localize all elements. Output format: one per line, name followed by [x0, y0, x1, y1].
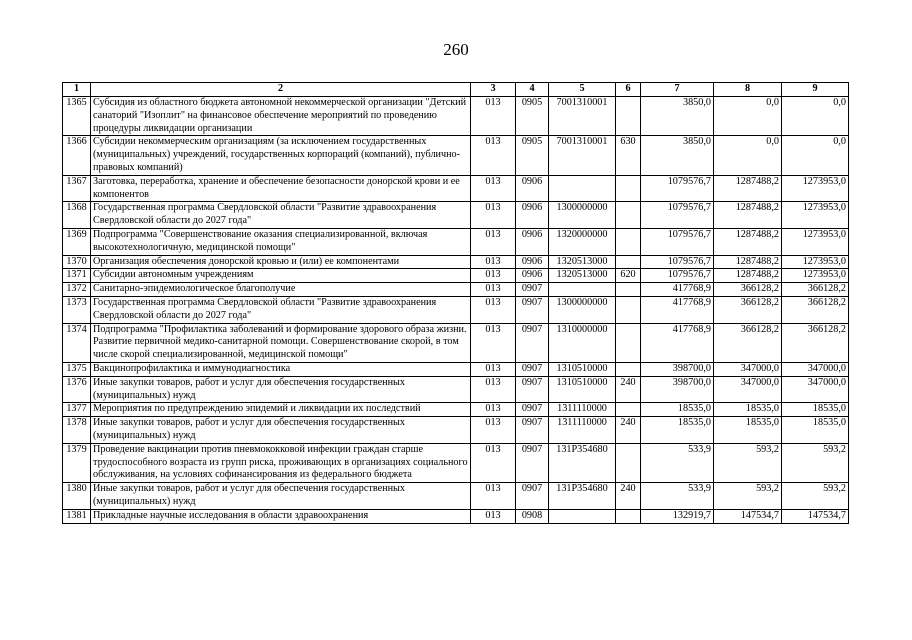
ministry-code: 013 — [471, 202, 516, 229]
target-article-code: 1320513000 — [549, 269, 616, 283]
section-code: 0907 — [516, 283, 549, 297]
ministry-code: 013 — [471, 376, 516, 403]
header-cell: 6 — [616, 83, 641, 97]
amount-year-2: 1287488,2 — [714, 175, 782, 202]
amount-year-1: 417768,9 — [641, 323, 714, 362]
amount-year-2: 347000,0 — [714, 362, 782, 376]
amount-year-1: 18535,0 — [641, 403, 714, 417]
ministry-code: 013 — [471, 283, 516, 297]
section-code: 0907 — [516, 362, 549, 376]
expense-type-code: 630 — [616, 136, 641, 175]
target-article-code: 131P354680 — [549, 443, 616, 482]
budget-table — [62, 82, 849, 524]
amount-year-1: 3850,0 — [641, 136, 714, 175]
header-cell: 9 — [782, 83, 849, 97]
amount-year-3: 1273953,0 — [782, 269, 849, 283]
row-number: 1380 — [63, 483, 91, 510]
row-number: 1369 — [63, 228, 91, 255]
amount-year-2: 1287488,2 — [714, 202, 782, 229]
amount-year-3: 147534,7 — [782, 509, 849, 523]
expense-type-code: 240 — [616, 417, 641, 444]
amount-year-3: 1273953,0 — [782, 228, 849, 255]
expense-type-code — [616, 362, 641, 376]
amount-year-3: 0,0 — [782, 136, 849, 175]
row-name: Субсидия из областного бюджета автономной некоммерческой организации "Детский санаторий "Изоплит" на финансовое обеспечение мероприятий по проведению процедуры ликвидации организации — [91, 97, 471, 136]
target-article-code: 1311110000 — [549, 403, 616, 417]
ministry-code: 013 — [471, 255, 516, 269]
section-code: 0907 — [516, 376, 549, 403]
row-number: 1378 — [63, 417, 91, 444]
row-number: 1365 — [63, 97, 91, 136]
row-number: 1366 — [63, 136, 91, 175]
header-cell: 5 — [549, 83, 616, 97]
row-number: 1372 — [63, 283, 91, 297]
amount-year-3: 593,2 — [782, 483, 849, 510]
table-body — [63, 97, 849, 524]
row-name: Прикладные научные исследования в области здравоохранения — [91, 509, 471, 523]
amount-year-1: 18535,0 — [641, 417, 714, 444]
table-row — [63, 97, 849, 136]
section-code: 0906 — [516, 228, 549, 255]
amount-year-2: 147534,7 — [714, 509, 782, 523]
table-row — [63, 376, 849, 403]
amount-year-2: 0,0 — [714, 136, 782, 175]
target-article-code: 1320513000 — [549, 255, 616, 269]
row-name: Санитарно-эпидемиологическое благополучие — [91, 283, 471, 297]
ministry-code: 013 — [471, 443, 516, 482]
amount-year-2: 1287488,2 — [714, 228, 782, 255]
amount-year-3: 347000,0 — [782, 376, 849, 403]
ministry-code: 013 — [471, 136, 516, 175]
row-name: Подпрограмма "Профилактика заболеваний и формирование здорового образа жизни. Развитие первичной медико-санитарной помощи. Совершенствование скорой, в том числе скорой специализированной, медицинской помощи" — [91, 323, 471, 362]
amount-year-1: 1079576,7 — [641, 255, 714, 269]
header-row — [63, 83, 849, 97]
amount-year-1: 398700,0 — [641, 362, 714, 376]
row-name: Организация обеспечения донорской кровью и (или) ее компонентами — [91, 255, 471, 269]
amount-year-3: 347000,0 — [782, 362, 849, 376]
row-name: Мероприятия по предупреждению эпидемий и ликвидации их последствий — [91, 403, 471, 417]
amount-year-3: 593,2 — [782, 443, 849, 482]
amount-year-2: 1287488,2 — [714, 269, 782, 283]
row-number: 1367 — [63, 175, 91, 202]
expense-type-code — [616, 228, 641, 255]
section-code: 0906 — [516, 269, 549, 283]
expense-type-code — [616, 175, 641, 202]
row-number: 1368 — [63, 202, 91, 229]
amount-year-1: 1079576,7 — [641, 269, 714, 283]
amount-year-2: 593,2 — [714, 443, 782, 482]
ministry-code: 013 — [471, 403, 516, 417]
row-number: 1377 — [63, 403, 91, 417]
ministry-code: 013 — [471, 296, 516, 323]
expense-type-code — [616, 202, 641, 229]
table-row — [63, 202, 849, 229]
table-row — [63, 175, 849, 202]
amount-year-1: 3850,0 — [641, 97, 714, 136]
expense-type-code — [616, 296, 641, 323]
ministry-code: 013 — [471, 228, 516, 255]
amount-year-1: 1079576,7 — [641, 228, 714, 255]
ministry-code: 013 — [471, 362, 516, 376]
table-row — [63, 296, 849, 323]
amount-year-1: 417768,9 — [641, 283, 714, 297]
section-code: 0907 — [516, 483, 549, 510]
row-name: Иные закупки товаров, работ и услуг для обеспечения государственных (муниципальных) нужд — [91, 417, 471, 444]
amount-year-3: 0,0 — [782, 97, 849, 136]
target-article-code: 1300000000 — [549, 296, 616, 323]
table-row — [63, 228, 849, 255]
ministry-code: 013 — [471, 417, 516, 444]
ministry-code: 013 — [471, 323, 516, 362]
amount-year-2: 18535,0 — [714, 417, 782, 444]
target-article-code — [549, 175, 616, 202]
target-article-code: 1310510000 — [549, 376, 616, 403]
section-code: 0907 — [516, 403, 549, 417]
row-number: 1375 — [63, 362, 91, 376]
target-article-code: 1300000000 — [549, 202, 616, 229]
row-number: 1381 — [63, 509, 91, 523]
expense-type-code — [616, 323, 641, 362]
header-cell: 1 — [63, 83, 91, 97]
row-name: Субсидии некоммерческим организациям (за исключением государственных (муниципальных) учреждений, государственных корпораций (компаний), публично-правовых компаний) — [91, 136, 471, 175]
amount-year-2: 366128,2 — [714, 323, 782, 362]
amount-year-3: 18535,0 — [782, 403, 849, 417]
header-cell: 2 — [91, 83, 471, 97]
amount-year-2: 366128,2 — [714, 283, 782, 297]
amount-year-1: 1079576,7 — [641, 175, 714, 202]
row-name: Иные закупки товаров, работ и услуг для обеспечения государственных (муниципальных) нужд — [91, 483, 471, 510]
target-article-code: 7001310001 — [549, 97, 616, 136]
row-name: Вакцинопрофилактика и иммунодиагностика — [91, 362, 471, 376]
amount-year-1: 533,9 — [641, 483, 714, 510]
section-code: 0905 — [516, 136, 549, 175]
target-article-code: 1311110000 — [549, 417, 616, 444]
table-row — [63, 255, 849, 269]
amount-year-1: 132919,7 — [641, 509, 714, 523]
row-name: Иные закупки товаров, работ и услуг для обеспечения государственных (муниципальных) нужд — [91, 376, 471, 403]
amount-year-2: 593,2 — [714, 483, 782, 510]
table-row — [63, 136, 849, 175]
section-code: 0907 — [516, 417, 549, 444]
amount-year-3: 366128,2 — [782, 296, 849, 323]
expense-type-code: 240 — [616, 376, 641, 403]
ministry-code: 013 — [471, 97, 516, 136]
table-row — [63, 403, 849, 417]
row-number: 1376 — [63, 376, 91, 403]
row-number: 1370 — [63, 255, 91, 269]
amount-year-2: 347000,0 — [714, 376, 782, 403]
amount-year-1: 398700,0 — [641, 376, 714, 403]
section-code: 0906 — [516, 255, 549, 269]
amount-year-2: 0,0 — [714, 97, 782, 136]
table-row — [63, 443, 849, 482]
amount-year-1: 417768,9 — [641, 296, 714, 323]
ministry-code: 013 — [471, 269, 516, 283]
table-row — [63, 269, 849, 283]
row-name: Субсидии автономным учреждениям — [91, 269, 471, 283]
target-article-code: 1310510000 — [549, 362, 616, 376]
amount-year-3: 366128,2 — [782, 323, 849, 362]
amount-year-3: 1273953,0 — [782, 175, 849, 202]
expense-type-code: 240 — [616, 483, 641, 510]
row-name: Государственная программа Свердловской области "Развитие здравоохранения Свердловской области до 2027 года" — [91, 202, 471, 229]
section-code: 0906 — [516, 175, 549, 202]
page-number: 260 — [443, 40, 469, 59]
section-code: 0907 — [516, 443, 549, 482]
row-name: Подпрограмма "Совершенствование оказания специализированной, включая высокотехнологичную, медицинской помощи" — [91, 228, 471, 255]
expense-type-code — [616, 443, 641, 482]
section-code: 0908 — [516, 509, 549, 523]
expense-type-code — [616, 283, 641, 297]
ministry-code: 013 — [471, 175, 516, 202]
header-cell: 3 — [471, 83, 516, 97]
target-article-code: 131P354680 — [549, 483, 616, 510]
table-row — [63, 283, 849, 297]
row-name: Проведение вакцинации против пневмококковой инфекции граждан старше трудоспособного возраста из групп риска, проживающих в организациях социального обслуживания, на условиях софинансирования из федерального бюджета — [91, 443, 471, 482]
expense-type-code — [616, 97, 641, 136]
row-number: 1371 — [63, 269, 91, 283]
expense-type-code — [616, 509, 641, 523]
row-number: 1379 — [63, 443, 91, 482]
header-cell: 8 — [714, 83, 782, 97]
row-name: Заготовка, переработка, хранение и обеспечение безопасности донорской крови и ее компонентов — [91, 175, 471, 202]
table-row — [63, 483, 849, 510]
table-row — [63, 323, 849, 362]
ministry-code: 013 — [471, 483, 516, 510]
amount-year-1: 1079576,7 — [641, 202, 714, 229]
expense-type-code — [616, 255, 641, 269]
table-row — [63, 509, 849, 523]
row-number: 1374 — [63, 323, 91, 362]
table-row — [63, 362, 849, 376]
target-article-code: 7001310001 — [549, 136, 616, 175]
target-article-code: 1320000000 — [549, 228, 616, 255]
amount-year-1: 533,9 — [641, 443, 714, 482]
header-cell: 7 — [641, 83, 714, 97]
target-article-code: 1310000000 — [549, 323, 616, 362]
target-article-code — [549, 509, 616, 523]
row-name: Государственная программа Свердловской области "Развитие здравоохранения Свердловской области до 2027 года" — [91, 296, 471, 323]
section-code: 0906 — [516, 202, 549, 229]
amount-year-2: 18535,0 — [714, 403, 782, 417]
amount-year-3: 18535,0 — [782, 417, 849, 444]
expense-type-code: 620 — [616, 269, 641, 283]
target-article-code — [549, 283, 616, 297]
amount-year-2: 1287488,2 — [714, 255, 782, 269]
ministry-code: 013 — [471, 509, 516, 523]
amount-year-3: 1273953,0 — [782, 202, 849, 229]
row-number: 1373 — [63, 296, 91, 323]
amount-year-2: 366128,2 — [714, 296, 782, 323]
section-code: 0905 — [516, 97, 549, 136]
section-code: 0907 — [516, 296, 549, 323]
table-row — [63, 417, 849, 444]
expense-type-code — [616, 403, 641, 417]
header-cell: 4 — [516, 83, 549, 97]
amount-year-3: 366128,2 — [782, 283, 849, 297]
amount-year-3: 1273953,0 — [782, 255, 849, 269]
section-code: 0907 — [516, 323, 549, 362]
